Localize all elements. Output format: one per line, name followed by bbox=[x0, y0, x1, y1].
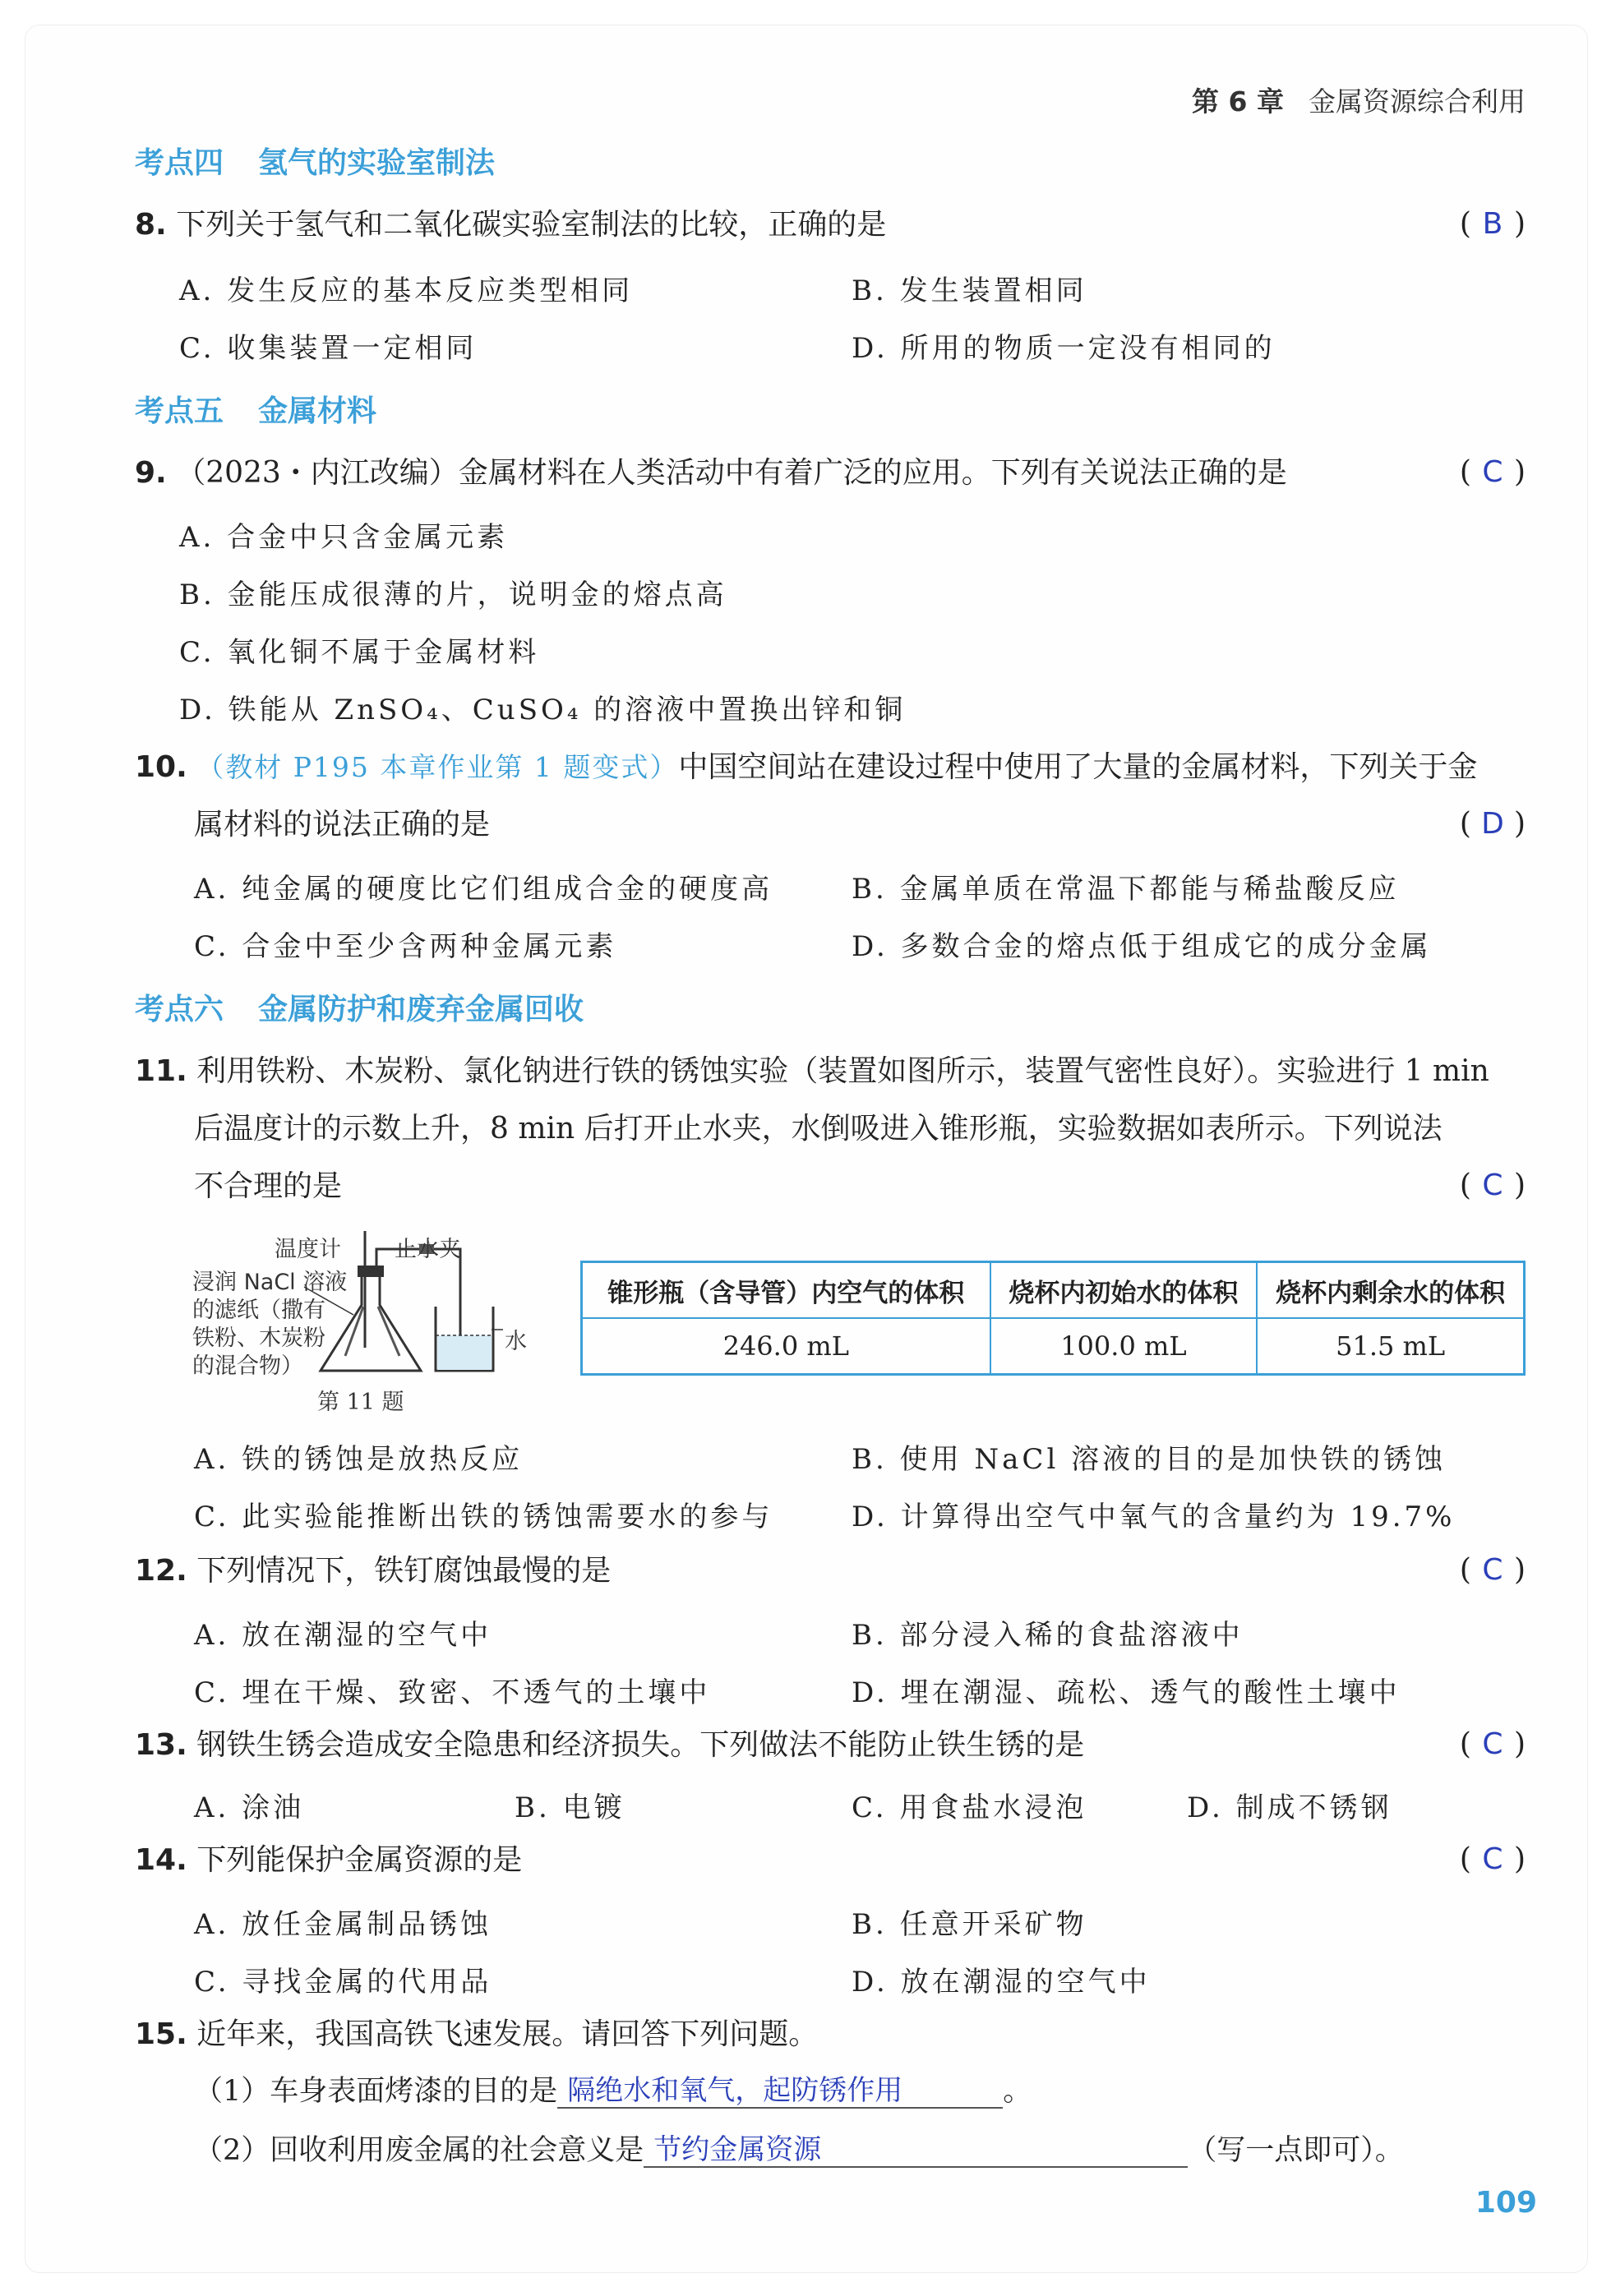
option-c: C. 此实验能推断出铁的锈蚀需要水的参与 bbox=[194, 1501, 773, 1533]
answer-letter: C bbox=[1482, 1842, 1503, 1876]
option-d: D. 铁能从 ZnSO₄、CuSO₄ 的溶液中置换出锌和铜 bbox=[179, 694, 907, 726]
source-note: （教材 P195 本章作业第 1 题变式） bbox=[196, 751, 679, 783]
option-a: A. 合金中只含金属元素 bbox=[179, 521, 509, 554]
filter-paper-label-2: 的滤纸（撒有 bbox=[192, 1298, 325, 1323]
option-d: D. 计算得出空气中氧气的含量约为 19.7% bbox=[852, 1501, 1456, 1533]
option-c: C. 用食盐水浸泡 bbox=[852, 1791, 1087, 1824]
question-10-stem bbox=[135, 749, 1477, 785]
question-number: 8. bbox=[135, 208, 167, 242]
question-13-stem bbox=[135, 1727, 1084, 1763]
question-number: 12. bbox=[135, 1554, 187, 1588]
question-10-answer: ( D ) bbox=[1459, 807, 1526, 841]
answer-blank-1: 隔绝水和氧气，起防锈作用 bbox=[557, 2075, 1003, 2109]
option-d: D. 埋在潮湿、疏松、透气的酸性土壤中 bbox=[852, 1676, 1401, 1709]
question-text: （2023・内江改编）金属材料在人类活动中有着广泛的应用。下列有关说法正确的是 bbox=[176, 456, 1287, 490]
question-number: 13. bbox=[135, 1728, 187, 1762]
table-cell: 100.0 mL bbox=[990, 1318, 1258, 1375]
answer-letter: C bbox=[1482, 1169, 1503, 1202]
answer-letter: C bbox=[1482, 1727, 1503, 1761]
question-8-stem bbox=[135, 207, 886, 242]
thermometer-label: 温度计 bbox=[275, 1237, 341, 1262]
option-d: D. 制成不锈钢 bbox=[1187, 1791, 1392, 1824]
question-14-answer: ( C ) bbox=[1459, 1842, 1526, 1876]
option-b: B. 发生装置相同 bbox=[852, 274, 1087, 307]
question-12-answer: ( C ) bbox=[1459, 1553, 1526, 1587]
option-c: C. 寻找金属的代用品 bbox=[194, 1966, 492, 1999]
question-number: 14. bbox=[135, 1843, 187, 1877]
question-11-stem-line3: 不合理的是 bbox=[194, 1169, 343, 1203]
option-d: D. 放在潮湿的空气中 bbox=[852, 1966, 1151, 1999]
option-b: B. 金能压成很薄的片，说明金的熔点高 bbox=[179, 579, 727, 611]
option-c: C. 合金中至少含两种金属元素 bbox=[194, 930, 617, 963]
section-title: 氢气的实验室制法 bbox=[258, 146, 496, 180]
answer-blank-2: 节约金属资源 bbox=[644, 2134, 1188, 2168]
section-title: 金属材料 bbox=[258, 394, 377, 428]
table-header: 烧杯内初始水的体积 bbox=[990, 1262, 1258, 1319]
answer-letter: C bbox=[1482, 455, 1503, 489]
section-title: 金属防护和废弃金属回收 bbox=[258, 993, 584, 1026]
clamp-label: 止水夹 bbox=[395, 1237, 461, 1262]
figure-caption: 第 11 题 bbox=[317, 1390, 404, 1415]
section-heading-6 bbox=[135, 986, 584, 1028]
option-a: A. 涂油 bbox=[194, 1791, 305, 1824]
section-heading-4 bbox=[135, 140, 495, 182]
answer-letter: C bbox=[1482, 1553, 1503, 1587]
water-label: 水 bbox=[505, 1329, 527, 1354]
option-a: A. 发生反应的基本反应类型相同 bbox=[179, 274, 634, 307]
question-text: 利用铁粉、木炭粉、氯化钠进行铁的锈蚀实验（装置如图所示，装置气密性良好）。实验进行 1 min bbox=[196, 1054, 1489, 1088]
table-header-row bbox=[582, 1262, 1525, 1319]
question-number: 15. bbox=[135, 2017, 187, 2051]
question-text: 下列情况下，铁钉腐蚀最慢的是 bbox=[196, 1554, 612, 1588]
option-d: D. 多数合金的熔点低于组成它的成分金属 bbox=[852, 930, 1432, 963]
filter-paper-label-3: 铁粉、木炭粉 bbox=[192, 1326, 325, 1351]
question-11-stem bbox=[135, 1053, 1489, 1089]
table-header: 烧杯内剩余水的体积 bbox=[1257, 1262, 1524, 1319]
table-cell: 51.5 mL bbox=[1257, 1318, 1524, 1375]
experiment-data-table bbox=[580, 1261, 1526, 1376]
question-15-stem bbox=[135, 2017, 818, 2052]
option-b: B. 使用 NaCl 溶液的目的是加快铁的锈蚀 bbox=[852, 1443, 1447, 1476]
question-number: 11. bbox=[135, 1054, 187, 1088]
chapter-title: 金属资源综合利用 bbox=[1309, 85, 1526, 118]
question-text: 下列关于氢气和二氧化碳实验室制法的比较，正确的是 bbox=[176, 208, 887, 242]
question-10-stem-cont: 属材料的说法正确的是 bbox=[194, 808, 491, 841]
question-text: 下列能保护金属资源的是 bbox=[196, 1843, 523, 1877]
option-c: C. 氧化铜不属于金属材料 bbox=[179, 636, 540, 669]
question-text: 钢铁生锈会造成安全隐患和经济损失。下列做法不能防止铁生锈的是 bbox=[196, 1728, 1085, 1762]
option-b: B. 电镀 bbox=[515, 1791, 625, 1824]
table-row bbox=[582, 1318, 1525, 1375]
section-label: 考点五 bbox=[135, 394, 224, 428]
table-cell: 246.0 mL bbox=[582, 1318, 990, 1375]
option-a: A. 放在潮湿的空气中 bbox=[194, 1619, 492, 1652]
question-13-answer: ( C ) bbox=[1459, 1727, 1526, 1761]
option-b: B. 任意开采矿物 bbox=[852, 1908, 1087, 1941]
question-11-stem-line2: 后温度计的示数上升，8 min 后打开止水夹，水倒吸进入锥形瓶，实验数据如表所示。下列说法 bbox=[194, 1112, 1443, 1146]
part-suffix: 。 bbox=[1003, 2075, 1032, 2108]
question-number: 10. bbox=[135, 750, 187, 784]
section-heading-5 bbox=[135, 388, 376, 430]
question-11-answer: ( C ) bbox=[1459, 1169, 1526, 1202]
question-15-part-2 bbox=[194, 2133, 1404, 2168]
option-a: A. 纯金属的硬度比它们组成合金的硬度高 bbox=[194, 873, 773, 906]
table-header: 锥形瓶（含导管）内空气的体积 bbox=[582, 1262, 990, 1319]
chapter-header bbox=[1192, 81, 1526, 119]
option-c: C. 埋在干燥、致密、不透气的土壤中 bbox=[194, 1676, 711, 1709]
question-9-stem bbox=[135, 455, 1287, 491]
option-a: A. 放任金属制品锈蚀 bbox=[194, 1908, 492, 1941]
question-text: 近年来，我国高铁飞速发展。请回答下列问题。 bbox=[196, 2017, 819, 2051]
option-c: C. 收集装置一定相同 bbox=[179, 332, 478, 365]
answer-letter: D bbox=[1481, 807, 1504, 841]
part-prompt: （2）回收利用废金属的社会意义是 bbox=[194, 2134, 644, 2167]
part-suffix: （写一点即可）。 bbox=[1188, 2134, 1404, 2167]
option-a: A. 铁的锈蚀是放热反应 bbox=[194, 1443, 524, 1476]
option-d: D. 所用的物质一定没有相同的 bbox=[852, 332, 1276, 365]
filter-paper-label-1: 浸润 NaCl 溶液 bbox=[192, 1270, 348, 1295]
question-9-answer: ( C ) bbox=[1459, 455, 1526, 489]
question-12-stem bbox=[135, 1553, 611, 1588]
page-number: 109 bbox=[1475, 2186, 1537, 2220]
option-b: B. 部分浸入稀的食盐溶液中 bbox=[852, 1619, 1244, 1652]
part-prompt: （1）车身表面烤漆的目的是 bbox=[194, 2075, 558, 2108]
question-text: 中国空间站在建设过程中使用了大量的金属材料，下列关于金 bbox=[678, 750, 1478, 784]
section-label: 考点六 bbox=[135, 993, 224, 1026]
question-number: 9. bbox=[135, 456, 167, 490]
question-14-stem bbox=[135, 1842, 522, 1878]
question-15-part-1 bbox=[194, 2074, 1032, 2109]
answer-letter: B bbox=[1482, 207, 1503, 241]
option-b: B. 金属单质在常温下都能与稀盐酸反应 bbox=[852, 873, 1400, 906]
question-8-answer: ( B ) bbox=[1459, 207, 1526, 241]
filter-paper-label-4: 的混合物） bbox=[192, 1353, 303, 1379]
section-label: 考点四 bbox=[135, 146, 224, 180]
chapter-number: 第 6 章 bbox=[1192, 85, 1284, 118]
